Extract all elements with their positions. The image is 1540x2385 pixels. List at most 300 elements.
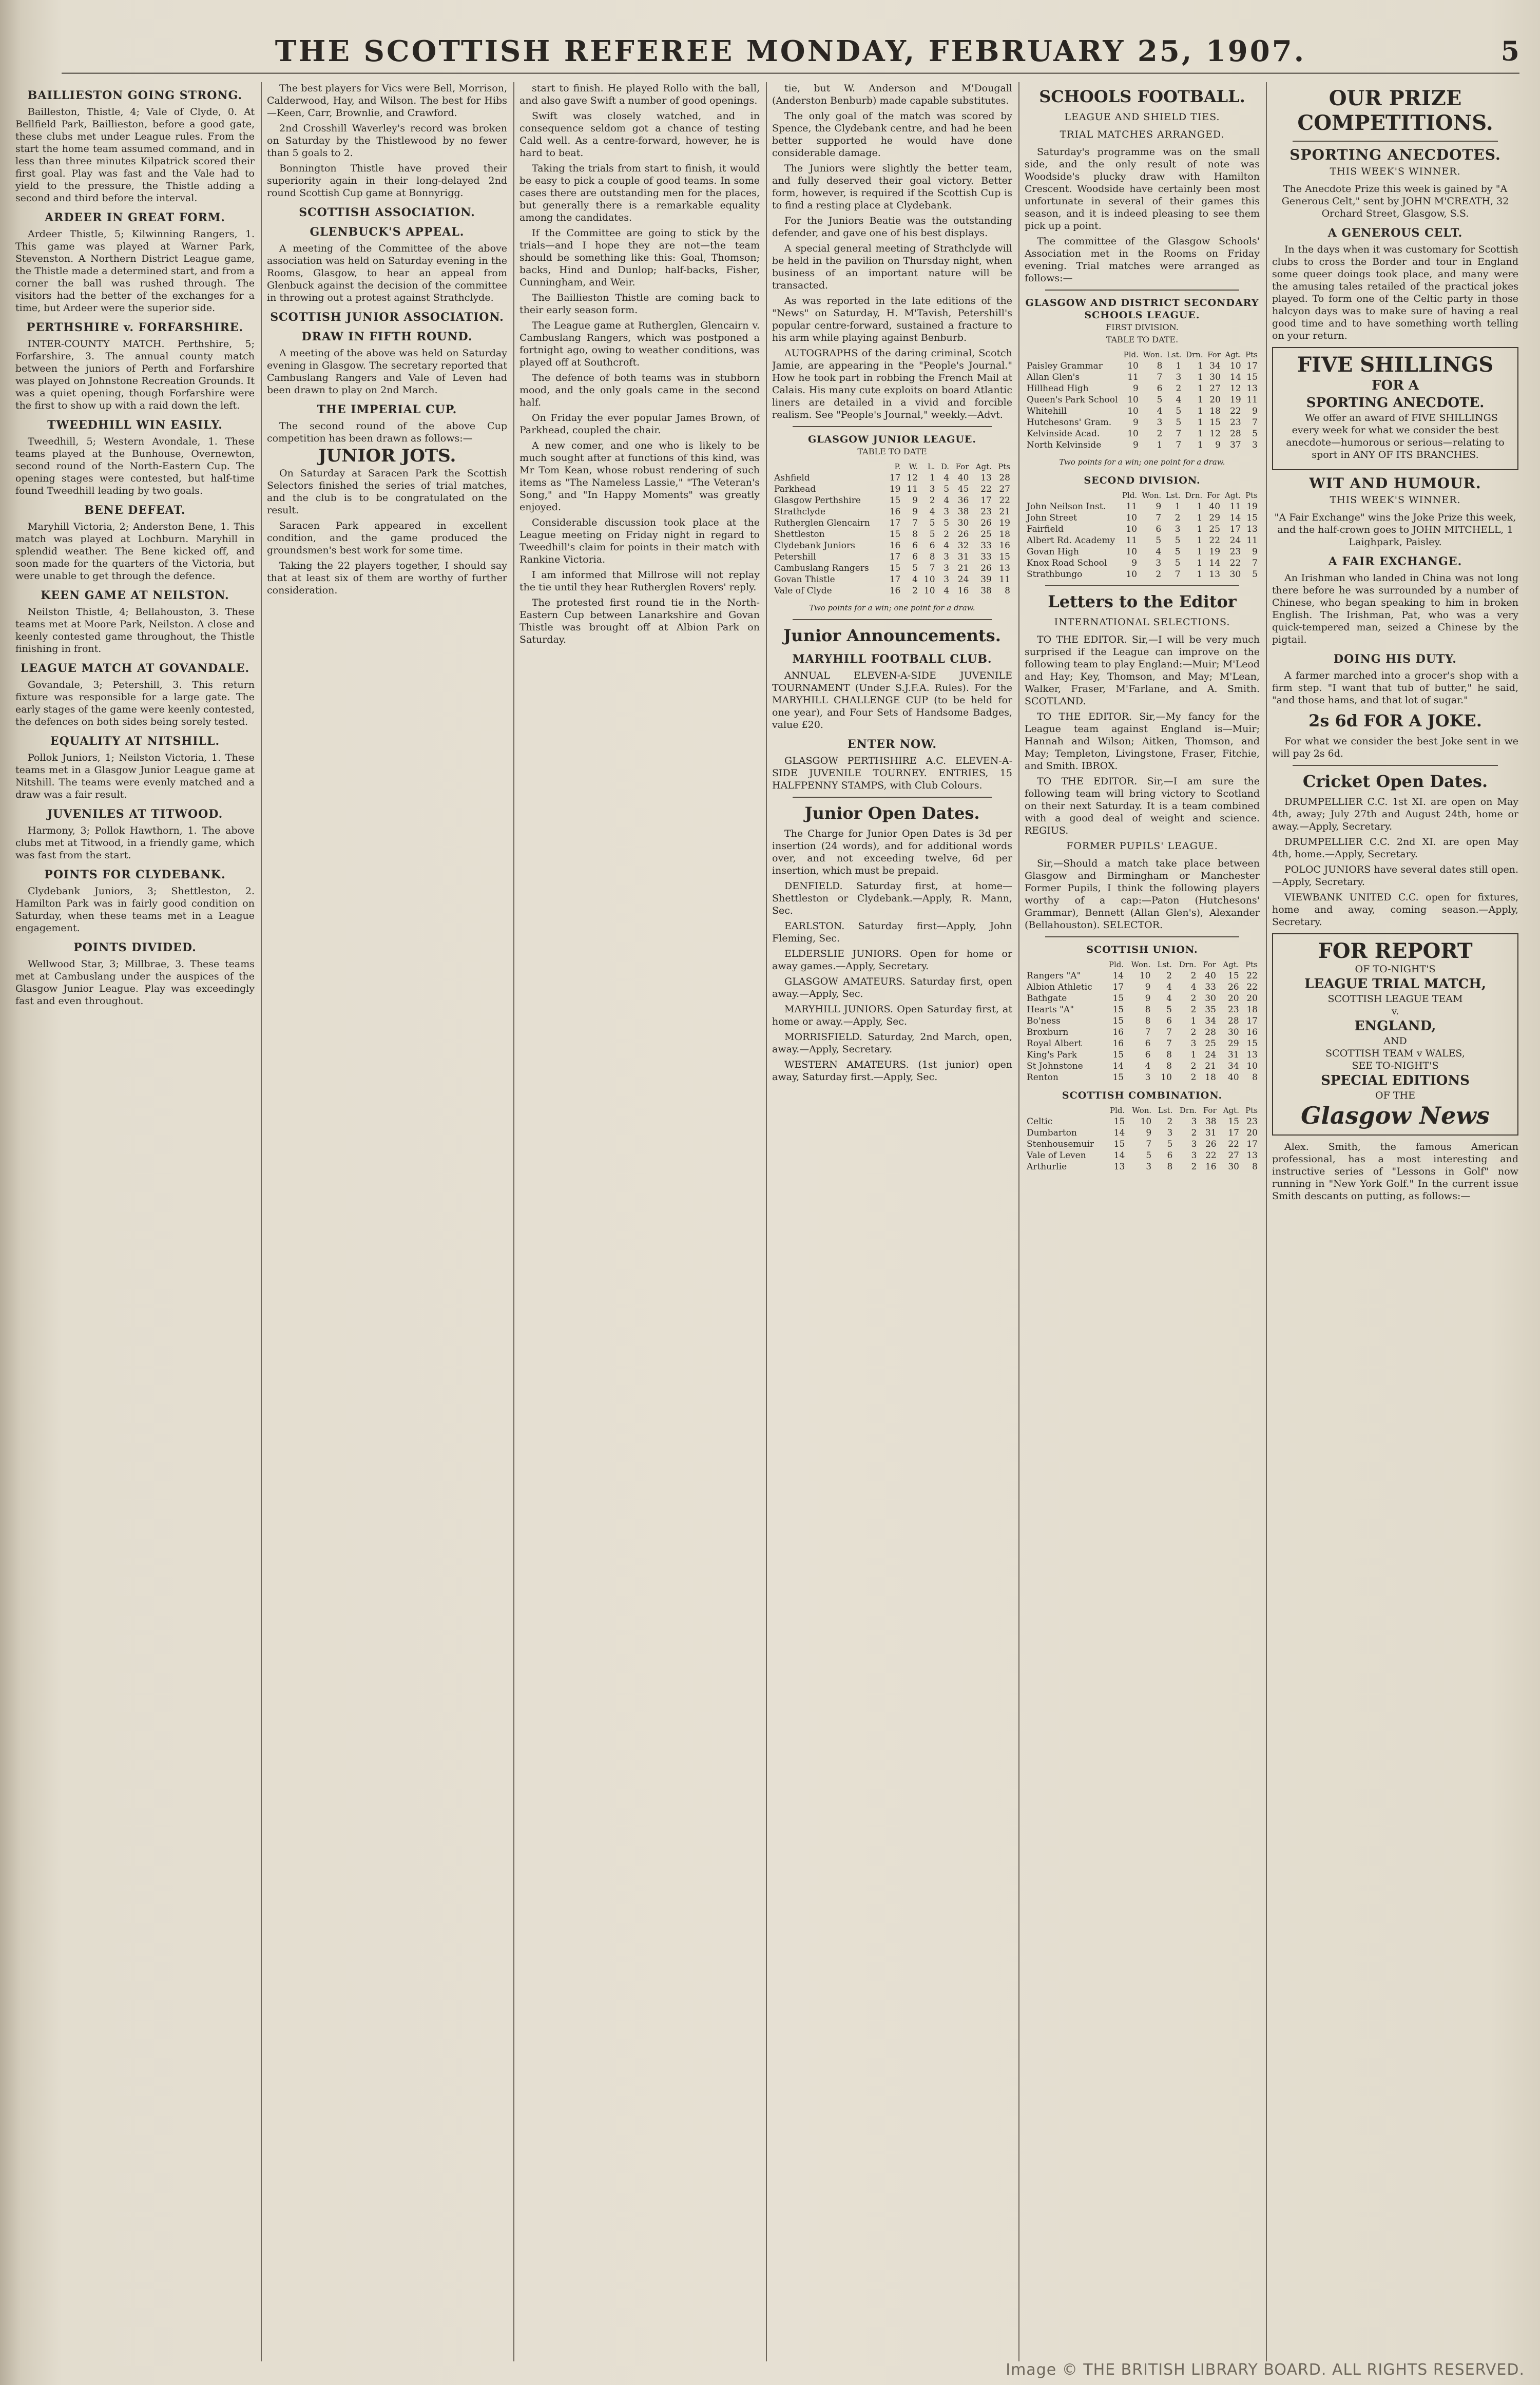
table-cell: 18 [1246, 1005, 1258, 1015]
table-cell: 1 [1197, 513, 1203, 523]
article-paragraph: In the days when it was customary for Scottish clubs to cross the Border and tour in England some queer doings took place, and many were the amusing tales retailed of the practical jokes played. To form one of the Celtic party in those halcyon days was to make sure of having a real good time and to have something worth telling on your return. [1272, 244, 1518, 341]
headline: POINTS FOR CLYDEBANK. [44, 868, 226, 881]
table-cell: 9 [1252, 547, 1258, 557]
table-cell: 11 [1127, 372, 1139, 382]
table-cell: 1 [1197, 406, 1203, 416]
headline: SCOTTISH JUNIOR ASSOCIATION. [270, 311, 504, 324]
table-cell: 33 [1205, 982, 1216, 992]
table-row [1025, 1072, 1260, 1083]
advertisement: AUTOGRAPHS of the daring criminal, Scotch Jamie, are appearing in the "People's Journal." How he took part in robbing the French Mail at Calais. His many cute exploits on board Atlantic liners are detailed in a vivid and forcible realism. See "People's Journal," weekly.—Advt. [772, 348, 1012, 420]
table-cell: Kelvinside Acad. [1027, 429, 1100, 439]
table-cell: 11 [1126, 502, 1138, 512]
table-cell: 26 [957, 529, 969, 540]
ad-headline: FIVE SHILLINGS [1297, 353, 1494, 377]
copyright-footer: Image © THE BRITISH LIBRARY BOARD. ALL RIGHTS RESERVED. [1006, 2361, 1525, 2379]
article-paragraph: Taking the trials from start to finish, it would be easy to pick a couple of good teams. In some cases there are outstanding men for the places, but generally there is a remarkable equality among the candidates. [519, 163, 760, 223]
table-cell: 15 [1112, 993, 1124, 1004]
table-row [1025, 982, 1260, 993]
subheading: FORMER PUPILS' LEAGUE. [1066, 840, 1218, 852]
table-cell: 17 [1246, 361, 1258, 371]
table-header-cell: Lst. [1166, 350, 1182, 359]
table-cell: 16 [999, 541, 1010, 551]
table-cell: 28 [999, 473, 1010, 483]
article-paragraph: As was reported in the late editions of the "News" on Saturday, H. M'Tavish, Petershill's popular centre-forward, sustained a fracture to his arm while playing against Benburb. [772, 295, 1012, 343]
table-cell: 39 [980, 574, 992, 585]
table-row [1025, 993, 1260, 1004]
table-cell: 1 [1175, 502, 1181, 512]
table-row [1025, 1038, 1260, 1049]
article-paragraph: On Saturday at Saracen Park the Scottish Selectors finished the series of trial matches, and the club is to be congratulated on the result. [267, 468, 507, 516]
open-date-listing: MORRISFIELD. Saturday, 2nd March, open, away.—Apply, Secretary. [772, 1031, 1012, 1055]
column-rule [766, 82, 767, 2361]
table-cell: 22 [1230, 406, 1241, 416]
table-header-cell: Lst. [1166, 491, 1181, 500]
table-cell: 34 [1228, 1061, 1239, 1071]
article-paragraph: The Juniors were slightly the better team, and fully deserved their goal victory. Better form, however, is required if the Scottish Cup is to find a resting place at Clydebank. [772, 163, 1012, 211]
table-cell: 4 [1190, 982, 1197, 992]
table-cell: Celtic [1027, 1117, 1053, 1127]
table-header-cell: Won. [1131, 960, 1151, 969]
table-header-cell: Drn. [1179, 960, 1197, 969]
table-cell: Fairfield [1027, 524, 1064, 534]
table-cell: 3 [944, 552, 950, 562]
table-cell: 8 [1252, 1072, 1258, 1083]
headline: SCOTTISH ASSOCIATION. [299, 206, 475, 219]
table-cell: 16 [957, 586, 969, 596]
table-cell: 9 [1252, 406, 1258, 416]
table-cell: 26 [1205, 1139, 1217, 1149]
table-cell: 20 [1246, 1128, 1258, 1138]
table-cell: 10 [1246, 1061, 1258, 1071]
table-header-cell: Won. [1143, 350, 1163, 359]
table-cell: 34 [1205, 1016, 1216, 1026]
table-row [772, 529, 1012, 540]
column-rule [1018, 82, 1019, 2361]
table-cell: 2 [1190, 1027, 1197, 1037]
table-cell: 23 [1230, 417, 1241, 428]
table-header-cell: Lst. [1158, 1106, 1173, 1115]
table-cell: 20 [1228, 993, 1239, 1004]
table-row [772, 585, 1012, 597]
table-cell: 19 [889, 484, 901, 494]
table-cell: 38 [1205, 1117, 1217, 1127]
table-cell: 3 [1191, 1150, 1197, 1161]
table-cell: Hillhead High [1027, 383, 1089, 394]
table-header-cell: For [1203, 1106, 1217, 1115]
headline: BAILLIESTON GOING STRONG. [27, 89, 243, 102]
table-cell: 5 [1175, 547, 1181, 557]
table-cell: 1 [1197, 361, 1203, 371]
table-cell: 5 [1176, 406, 1182, 416]
table-cell: 17 [889, 552, 901, 562]
divider [793, 426, 992, 427]
table-cell: 15 [1246, 1038, 1258, 1049]
table-cell: 2 [1191, 1128, 1197, 1138]
table-cell: Strathbungo [1027, 569, 1083, 580]
table-cell: 11 [1229, 502, 1241, 512]
table-cell: 6 [1157, 383, 1163, 394]
table-cell: King's Park [1027, 1050, 1077, 1060]
letter: TO THE EDITOR. Sir,—My fancy for the League team against England is—Muir; Hannah and Wilson; Aitken, Thomson, and May; Templeton, Livingstone, Fraser, Fitchie, and Smith. IBROX. [1025, 711, 1260, 772]
table-cell: 28 [1205, 1027, 1216, 1037]
table-cell: 3 [929, 484, 935, 494]
table-cell: 13 [1246, 1050, 1258, 1060]
article-paragraph: A meeting of the Committee of the above association was held on Saturday evening in the Rooms, Glasgow, to hear an appeal from Glenbuck against the decision of the committee in throwing out a protest against Strathclyde. [267, 243, 507, 303]
table-cell: 30 [1229, 569, 1241, 580]
table-header-cell: Agt. [975, 462, 992, 471]
table-cell: 30 [1209, 372, 1221, 382]
table-header-cell: Agt. [1223, 960, 1239, 969]
table-cell: 8 [1252, 1162, 1258, 1172]
table-cell: 2 [1166, 971, 1172, 981]
table-cell: Queen's Park School [1027, 395, 1118, 405]
article-paragraph: Tweedhill, 5; Western Avondale, 1. These teams played at the Bunhouse, Overnewton, second round of the North-Eastern Cup. The opening stages were contested, but half-time found Tweedhill leading by two goals. [15, 436, 255, 496]
table-cell: 3 [1146, 1162, 1152, 1172]
table-cell: 15 [1112, 1016, 1124, 1026]
article-paragraph: Maryhill Victoria, 2; Anderston Bene, 1. This match was played at Lochburn. Maryhill in splendid weather. The Bene kicked off, and soon made for the quarters of the Victoria, but were unable to get through the defence. [15, 521, 255, 582]
table-header-cell: Pts [1245, 350, 1258, 359]
table-header-cell: Pld. [1108, 960, 1124, 969]
article-paragraph: Pollok Juniors, 1; Neilston Victoria, 1. These teams met in a Glasgow Junior League game at Nitshill. The teams were evenly matched and a draw was a fair result. [15, 752, 255, 800]
article-paragraph: The defence of both teams was in stubborn mood, and the only goals came in the second half. [519, 372, 760, 408]
table-cell: Bo'ness [1027, 1016, 1061, 1026]
ad-line: LEAGUE TRIAL MATCH, [1304, 976, 1486, 992]
table-cell: 30 [1228, 1027, 1239, 1037]
column-1 [15, 82, 255, 2361]
table-cell: 28 [1230, 429, 1241, 439]
table-cell: 40 [957, 473, 969, 483]
table-cell: 15 [1246, 372, 1258, 382]
table-cell: 10 [1140, 1117, 1152, 1127]
table-cell: 22 [1229, 558, 1241, 568]
table-subcaption: TABLE TO DATE [857, 447, 927, 456]
ad-line: ENGLAND, [1354, 1018, 1436, 1034]
table-cell: 21 [957, 563, 969, 573]
subheading: LEAGUE AND SHIELD TIES. [1064, 111, 1220, 123]
table-cell: 1 [1197, 395, 1203, 405]
table-cell: 40 [1205, 971, 1216, 981]
table-cell: 1 [1190, 1050, 1197, 1060]
table-cell: 26 [980, 563, 992, 573]
table-cell: 14 [1113, 1128, 1125, 1138]
table-cell: 15 [1228, 971, 1239, 981]
article-paragraph: The only goal of the match was scored by Spence, the Clydebank centre, and had he been better supported he would have done considerable damage. [772, 110, 1012, 159]
headline: THE IMPERIAL CUP. [317, 403, 457, 416]
table-cell: 38 [957, 507, 969, 517]
table-cell: John Street [1027, 513, 1077, 523]
table-row [1025, 970, 1260, 982]
table-cell: 14 [1209, 558, 1221, 568]
table-header-cell: Pts [998, 462, 1010, 471]
table-header-row [1025, 349, 1260, 360]
table-cell: 6 [1156, 524, 1162, 534]
table-cell: 6 [1145, 1038, 1151, 1049]
table-cell: 14 [1229, 513, 1241, 523]
open-date-listing: VIEWBANK UNITED C.C. open for fixtures, home and away, coming season.—Apply, Secretary. [1272, 892, 1518, 928]
headline: WIT AND HUMOUR. [1309, 475, 1481, 492]
table-header-row [772, 461, 1012, 472]
table-cell: 9 [1133, 417, 1139, 428]
table-header-row [1025, 1105, 1260, 1116]
table-cell: 7 [1157, 372, 1163, 382]
table-header-cell: W. [909, 462, 918, 471]
table-cell: Clydebank Juniors [774, 541, 855, 551]
table-cell: 7 [1166, 1038, 1172, 1049]
table-cell: 2 [1176, 383, 1182, 394]
article-paragraph: Neilston Thistle, 4; Bellahouston, 3. These teams met at Moore Park, Neilston. A close and keenly contested game throughout, the Thistle finishing in front. [15, 606, 255, 655]
table-cell: 5 [944, 518, 950, 528]
table-cell: 25 [980, 529, 992, 540]
table-row [1025, 1015, 1260, 1027]
notice: The Charge for Junior Open Dates is 3d per insertion (24 words), and for additional words over, and not exceeding twelve, 6d per insertion, which must be prepaid. [772, 828, 1012, 876]
headline: PERTHSHIRE v. FORFARSHIRE. [26, 321, 244, 334]
table-cell: Allan Glen's [1027, 372, 1080, 382]
table-header-cell: For [1207, 491, 1221, 500]
table-cell: 24 [1205, 1050, 1216, 1060]
table-cell: 24 [1229, 535, 1241, 546]
table-cell: 19 [999, 518, 1010, 528]
table-cell: 7 [912, 518, 918, 528]
table-cell: 2 [1190, 1061, 1197, 1071]
table-cell: 22 [1246, 971, 1258, 981]
table-cell: Knox Road School [1027, 558, 1107, 568]
table-cell: 45 [957, 484, 969, 494]
table-cell: 17 [1229, 524, 1241, 534]
table-row [1025, 1150, 1260, 1161]
table-cell: 40 [1228, 1072, 1239, 1083]
table-header-cell: Pld. [1110, 1106, 1125, 1115]
table-cell: 1 [1176, 361, 1182, 371]
article-paragraph: A meeting of the above was held on Saturday evening in Glasgow. The secretary reported that Cambuslang Rangers and Vale of Leven had been drawn to play on 2nd March. [267, 348, 507, 396]
table-header-cell [1025, 490, 1120, 501]
divider [1293, 141, 1498, 142]
table-header-cell: For [1207, 350, 1221, 359]
table-cell: 23 [1246, 1117, 1258, 1127]
column-rule [261, 82, 262, 2361]
table-cell: 17 [889, 574, 901, 585]
table-cell: 3 [1191, 1117, 1197, 1127]
table-cell: 15 [1112, 1072, 1124, 1083]
table-cell: 10 [923, 586, 935, 596]
table-header-cell: Drn. [1185, 350, 1203, 359]
table-cell: 12 [907, 473, 918, 483]
section-heading: OUR PRIZE COMPETITIONS. [1297, 86, 1493, 135]
table-cell: 9 [1146, 1128, 1152, 1138]
table-cell: 7 [1145, 1027, 1151, 1037]
table-cell: 11 [1126, 535, 1138, 546]
advertisement: GLASGOW PERTHSHIRE A.C. ELEVEN-A-SIDE JUVENILE TOURNEY. ENTRIES, 15 HALFPENNY STAMPS, with Club Colours. [772, 755, 1012, 791]
table-cell: 10 [923, 574, 935, 585]
table-footnote: Two points for a win; one point for a draw. [1059, 457, 1225, 467]
open-date-listing: DRUMPELLIER C.C. 2nd XI. are open May 4th, home.—Apply, Secretary. [1272, 836, 1518, 860]
table-cell: 2 [944, 529, 950, 540]
table-cell: 13 [980, 473, 992, 483]
table-row [1025, 1161, 1260, 1172]
table-row [772, 563, 1012, 574]
article-paragraph: Saracen Park appeared in excellent condition, and the game produced the groundsmen's best work for some time. [267, 520, 507, 556]
article-paragraph: Wellwood Star, 3; Millbrae, 3. These teams met at Cambuslang under the auspices of the Glasgow Junior League. Play was exceedingly fast and even throughout. [15, 958, 255, 1007]
table-row [1025, 428, 1260, 439]
open-date-listing: ELDERSLIE JUNIORS. Open for home or away games.—Apply, Secretary. [772, 948, 1012, 972]
table-cell: Rutherglen Glencairn [774, 518, 870, 528]
table-cell: 15 [1228, 1117, 1239, 1127]
table-row [772, 517, 1012, 529]
table-cell: 17 [889, 473, 901, 483]
table-cell: 2 [1167, 1117, 1173, 1127]
table-cell: 15 [999, 552, 1010, 562]
report-advertisement [1272, 933, 1518, 1136]
letter: Sir,—Should a match take place between Glasgow and Birmingham or Manchester Former Pupils, I think the following players worthy of a cap:—Paton (Hutchesons' Grammar), Bennett (Allan Glen's), Alexander (Bellahouston). SELECTOR. [1025, 858, 1260, 931]
table-cell: North Kelvinside [1027, 440, 1102, 450]
open-date-listing: EARLSTON. Saturday first—Apply, John Fleming, Sec. [772, 920, 1012, 944]
table-cell: 14 [1112, 1061, 1124, 1071]
headline: A FAIR EXCHANGE. [1328, 555, 1462, 568]
table-header-cell: L. [927, 462, 935, 471]
table-row [1025, 372, 1260, 383]
table-cell: 2 [1190, 971, 1197, 981]
table-cell: Glasgow Perthshire [774, 495, 861, 506]
ad-subline: FOR A [1372, 378, 1419, 393]
open-date-listing: WESTERN AMATEURS. (1st junior) open away, Saturday first.—Apply, Sec. [772, 1059, 1012, 1083]
table-cell: 22 [980, 484, 992, 494]
table-cell: Broxburn [1027, 1027, 1069, 1037]
table-cell: 27 [1209, 383, 1221, 394]
table-cell: 13 [1246, 1150, 1258, 1161]
newspaper-title: THE SCOTTISH REFEREE MONDAY, FEBRUARY 25, 1907. [275, 34, 1306, 68]
headline: LEAGUE MATCH AT GOVANDALE. [20, 662, 250, 675]
table-cell: 17 [1246, 1139, 1258, 1149]
table-cell: 3 [1176, 372, 1182, 382]
masthead [62, 31, 1519, 74]
table-caption: GLASGOW AND DISTRICT SECONDARY SCHOOLS LEAGUE. [1025, 297, 1259, 321]
table-cell: Arthurlie [1027, 1162, 1067, 1172]
table-cell: 13 [1113, 1162, 1125, 1172]
ad-line: v. [1391, 1006, 1399, 1017]
divider [1045, 290, 1239, 291]
table-cell: 7 [1252, 417, 1258, 428]
table-cell: 19 [1209, 547, 1221, 557]
table-cell: 5 [929, 529, 935, 540]
article-paragraph: Clydebank Juniors, 3; Shettleston, 2. Hamilton Park was in fairly good condition on Saturday, when these teams met in a League engagement. [15, 886, 255, 934]
table-cell: 4 [944, 473, 950, 483]
table-cell: 21 [1205, 1061, 1216, 1071]
table-cell: 1 [1197, 569, 1203, 580]
table-cell: 3 [1175, 524, 1181, 534]
table-cell: 16 [889, 507, 901, 517]
table-cell: 10 [1127, 406, 1139, 416]
column-2 [267, 82, 507, 2361]
table-cell: 13 [1209, 569, 1221, 580]
table-cell: Renton [1027, 1072, 1058, 1083]
table-cell: 15 [889, 529, 901, 540]
article-paragraph: For the Juniors Beatie was the outstanding defender, and gave one of his best displays. [772, 215, 1012, 239]
article-paragraph: The Baillieston Thistle are coming back to their early season form. [519, 292, 760, 316]
table-cell: 7 [1175, 569, 1181, 580]
table-cell: 31 [1228, 1050, 1239, 1060]
headline: ARDEER IN GREAT FORM. [45, 211, 225, 224]
table-cell: 10 [1127, 395, 1139, 405]
table-row [772, 506, 1012, 517]
open-date-listing: POLOC JUNIORS have several dates still open.—Apply, Secretary. [1272, 864, 1518, 888]
table-cell: 4 [944, 586, 950, 596]
article-paragraph: A special general meeting of Strathclyde will be held in the pavilion on Thursday night, when business of an important nature will be transacted. [772, 243, 1012, 291]
article-paragraph: On Friday the ever popular James Brown, of Parkhead, coupled the chair. [519, 412, 760, 436]
table-cell: Parkhead [774, 484, 816, 494]
table-cell: 12 [1230, 383, 1241, 394]
table-cell: 5 [1146, 1150, 1152, 1161]
table-cell: 19 [1246, 502, 1258, 512]
table-cell: 17 [1246, 1016, 1258, 1026]
table-cell: 6 [1167, 1150, 1173, 1161]
table-cell: 40 [1209, 502, 1221, 512]
table-cell: 10 [1127, 429, 1139, 439]
table-cell: 5 [1175, 535, 1181, 546]
table-cell: Strathclyde [774, 507, 826, 517]
league-table [772, 461, 1012, 597]
table-row [772, 495, 1012, 506]
table-cell: 24 [957, 574, 969, 585]
table-cell: 18 [999, 529, 1010, 540]
divider [793, 797, 992, 798]
table-cell: 23 [1229, 547, 1241, 557]
article-paragraph: The committee of the Glasgow Schools' Association met in the Rooms on Friday evening. Trial matches were arranged as follows:— [1025, 236, 1260, 284]
article-paragraph: Considerable discussion took place at the League meeting on Friday night in regard to Tweedhill's claim for points in their match with Rankine Victoria. [519, 517, 760, 565]
table-cell: 22 [1205, 1150, 1217, 1161]
table-row [772, 472, 1012, 484]
section-heading: SCHOOLS FOOTBALL. [1039, 87, 1245, 106]
table-cell: 1 [1197, 535, 1203, 546]
table-footnote: Two points for a win; one point for a draw. [809, 603, 975, 612]
table-row [1025, 1139, 1260, 1150]
table-cell: 16 [1205, 1162, 1217, 1172]
table-cell: 4 [944, 541, 950, 551]
table-cell: 1 [1197, 547, 1203, 557]
table-cell: 1 [1197, 524, 1203, 534]
table-cell: 13 [1246, 524, 1258, 534]
table-cell: 17 [980, 495, 992, 506]
article-paragraph: An Irishman who landed in China was not long there before he was surrounded by a number of Chinese, who began speaking to him in broken English. The Irishman, Pat, who was a very quick-tempered man, seized a Chinese by the pigtail. [1272, 572, 1518, 645]
table-cell: 3 [944, 507, 950, 517]
table-cell: 3 [1252, 440, 1258, 450]
table-cell: 14 [1113, 1150, 1125, 1161]
table-row [1025, 557, 1260, 569]
table-cell: 10 [1126, 524, 1138, 534]
article-paragraph: Taking the 22 players together, I should say that at least six of them are worthy of further consideration. [267, 560, 507, 596]
table-cell: 8 [1145, 1005, 1151, 1015]
table-cell: 12 [1209, 429, 1221, 439]
table-cell: 23 [980, 507, 992, 517]
article-paragraph: tie, but W. Anderson and M'Dougall (Anderston Benburb) made capable substitutes. [772, 83, 1012, 106]
table-caption: SCOTTISH UNION. [1086, 944, 1198, 955]
table-header-cell: Pts [1245, 491, 1258, 500]
table-cell: 5 [1176, 417, 1182, 428]
article-paragraph: 2nd Crosshill Waverley's record was broken on Saturday by the Thistlewood by no fewer than 5 goals to 2. [267, 123, 507, 159]
table-cell: 11 [1246, 535, 1258, 546]
ad-line: OF TO-NIGHT'S [1355, 964, 1436, 975]
table-cell: 1 [1197, 429, 1203, 439]
table-header-cell [772, 461, 886, 472]
table-cell: 27 [999, 484, 1010, 494]
table-row [772, 484, 1012, 495]
table-cell: 4 [1166, 982, 1172, 992]
table-cell: 30 [957, 518, 969, 528]
table-cell: 8 [1166, 1061, 1172, 1071]
table-cell: 5 [1252, 429, 1258, 439]
table-cell: 29 [1209, 513, 1221, 523]
table-row [1025, 569, 1260, 580]
subheading: TRIAL MATCHES ARRANGED. [1060, 129, 1225, 140]
table-cell: 18 [1209, 406, 1221, 416]
